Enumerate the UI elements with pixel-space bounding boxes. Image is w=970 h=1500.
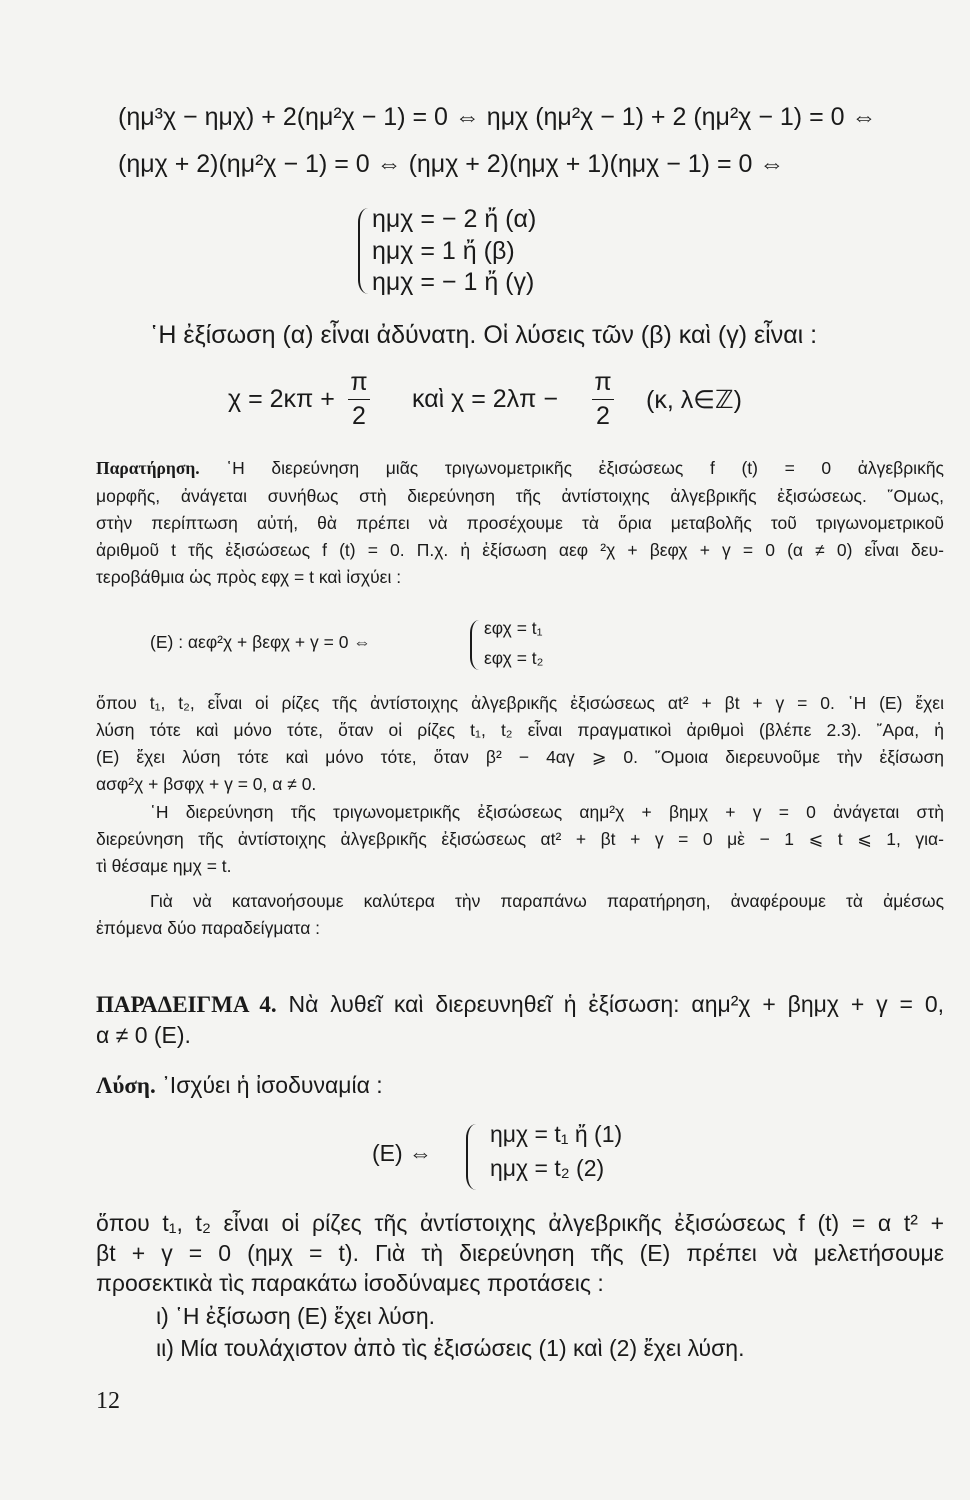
fraction-numerator: π [594,368,612,396]
page-number: 12 [96,1388,120,1414]
para3-line-1: ῾Η διερεύνηση τῆς τριγωνομετρικῆς ἐξισώσεως αημ²χ + βημχ + γ = 0 ἀνάγεται στὴ [150,802,944,822]
para2-line-4: ασφ²χ + βσφχ + γ = 0, α ≠ 0. [96,774,317,794]
fraction-denominator: 2 [352,402,366,430]
para2-line-2: λύση τότε καὶ μόνο τότε, ὅταν οἱ ρίζες t₁, t₂ εἶναι πραγματικοὶ ἀριθμοὶ (βλέπε 2.3). ῎Αρα, ἡ [96,720,944,740]
remark-line-5: τεροβάθμια ὡς πρὸς εφχ = t καὶ ἰσχύει : [96,567,402,587]
solution-mid: καὶ χ = 2λπ − [412,385,558,413]
para5-line-3: προσεκτικὰ τὶς παρακάτω ἰσοδύναμες προτάσεις : [96,1270,604,1296]
para4-line-1: Γιὰ νὰ κατανοήσουμε καλύτερα τὴν παραπάνω παρατήρηση, ἀναφέρουμε τὰ ἀμέσως [150,891,944,911]
list-item-1: ι) ῾Η ἐξίσωση (Ε) ἔχει λύση. [156,1303,436,1329]
para5-line-2: βt + γ = 0 (ημχ = t). Γιὰ τὴ διερεύνηση τῆς (Ε) πρέπει νὰ μελετήσουμε [96,1240,944,1266]
system-row-c: ημχ = − 1 ἤ (γ) [372,268,535,296]
example-line-2: α ≠ 0 (Ε). [96,1022,191,1048]
tan-system-row-1: εφχ = t₁ [484,618,543,638]
solution-title: Λύση. [96,1073,156,1098]
fraction-pi-over-2-a [348,368,370,431]
fraction-pi-over-2-b [592,368,614,431]
para3-line-2: διερεύνηση τῆς ἀντίστοιχης ἀλγεβρικῆς ἐξισώσεως αt² + βt + γ = 0 μὲ − 1 ⩽ t ⩽ 1, για- [96,829,944,849]
remark-line-3: στὴν περίπτωση αὐτή, θὰ πρέπει νὰ προσέχουμε τὰ ὅρια μεταβολῆς τοῦ τριγωνομετρικοῦ [96,513,944,533]
left-brace [466,1124,476,1190]
para5-line-1: ὅπου t₁, t₂ εἶναι οἱ ρίζες τῆς ἀντίστοιχης ἀλγεβρικῆς ἐξισώσεως f (t) = α t² + [96,1210,944,1236]
tan-system-row-2: εφχ = t₂ [484,648,544,668]
left-brace [358,208,368,294]
solution-right: (κ, λ∈ℤ) [646,386,742,414]
fraction-numerator: π [350,368,368,396]
equation-line-1: (ημ³χ − ημχ) + 2(ημ²χ − 1) = 0 ⇔ ημχ (ημ²χ − 1) + 2 (ημ²χ − 1) = 0 ⇔ [118,103,877,131]
para2-line-1: ὅπου t₁, t₂, εἶναι οἱ ρίζες τῆς ἀντίστοιχης ἀλγεβρικῆς ἐξισώσεως αt² + βt + γ = 0. ῾Η (Ε) ἔχει [96,693,944,713]
sin-system-row-2: ημχ = t₂ (2) [490,1155,605,1181]
sentence-solutions: ῾Η ἐξίσωση (α) εἶναι ἀδύνατη. Οἱ λύσεις τῶν (β) καὶ (γ) εἶναι : [150,321,818,349]
equation-line-2: (ημχ + 2)(ημ²χ − 1) = 0 ⇔ (ημχ + 2)(ημχ + 1)(ημχ − 1) = 0 ⇔ [118,150,785,178]
list-item-2: ιι) Μία τουλάχιστον ἀπὸ τὶς ἐξισώσεις (1) καὶ (2) ἔχει λύση. [156,1335,745,1361]
left-brace [470,620,479,670]
system-row-a: ημχ = − 2 ἤ (α) [372,205,537,233]
solution-intro: Λύση. ᾽Ισχύει ἡ ἰσοδυναμία : [96,1072,383,1098]
fraction-denominator: 2 [596,402,610,430]
sin-equation-left: (Ε) ⇔ [372,1140,433,1166]
solution-left: χ = 2κπ + [228,385,335,413]
tan-equation-left: (Ε) : αεφ²χ + βεφχ + γ = 0 ⇔ [150,632,371,652]
example-heading: ΠΑΡΑΔΕΙΓΜΑ 4. [96,992,277,1017]
remark-line-1: Παρατήρηση. ῾Η διερεύνηση μιᾶς τριγωνομετρικῆς ἐξισώσεως f (t) = 0 ἀλγεβρικῆς [96,458,944,478]
para2-line-3: (Ε) ἔχει λύση τότε καὶ μόνο τότε, ὅταν β² − 4αγ ⩾ 0. ῞Ομοια διερευνοῦμε τὴν ἐξίσωση [96,747,944,767]
sin-system-row-1: ημχ = t₁ ἤ (1) [490,1121,623,1147]
remark-title: Παρατήρηση. [96,458,200,478]
remark-line-4: ἀριθμοῦ t τῆς ἐξισώσεως f (t) = 0. Π.χ. ἡ ἐξίσωση αεφ ²χ + βεφχ + γ = 0 (α ≠ 0) εἶναι δευ- [96,540,944,560]
para3-line-3: τὶ θέσαμε ημχ = t. [96,856,232,876]
system-row-b: ημχ = 1 ἤ (β) [372,237,515,265]
para4-line-2: ἑπόμενα δύο παραδείγματα : [96,918,321,938]
example-line-1: ΠΑΡΑΔΕΙΓΜΑ 4. Νὰ λυθεῖ καὶ διερευνηθεῖ ἡ ἐξίσωση: αημ²χ + βημχ + γ = 0, [96,991,944,1017]
remark-line-2: μορφῆς, ἀνάγεται συνήθως στὴ διερεύνηση τῆς ἀντίστοιχης ἀλγεβρικῆς ἐξισώσεως. ῞Ομως, [96,486,944,506]
